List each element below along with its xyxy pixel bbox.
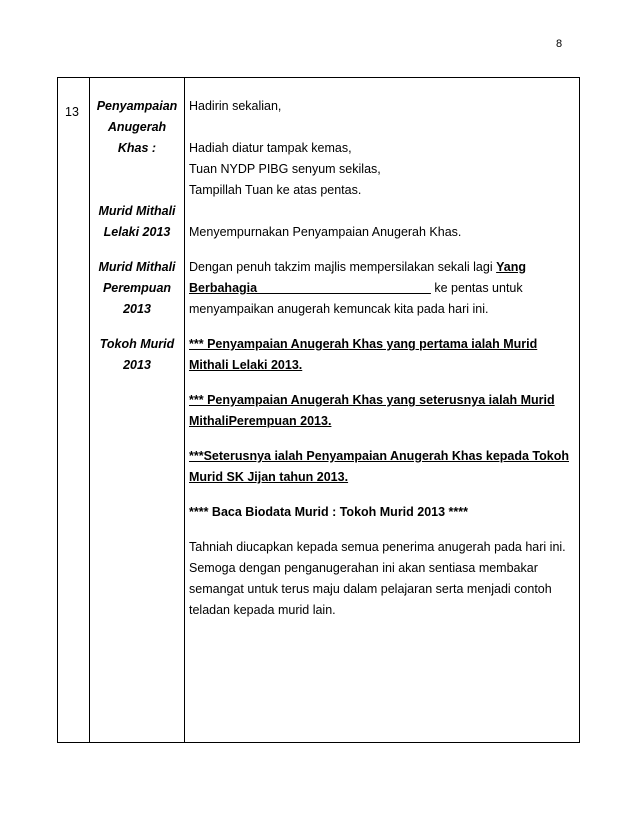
- award-announcement: Mithali Lelaki 2013.: [189, 358, 303, 372]
- closing-line: Semoga dengan penganugerahan ini akan sentiasa membakar: [189, 561, 538, 575]
- column-divider-2: [184, 78, 185, 742]
- closing-line: semangat untuk terus maju dalam pelajaran serta menjadi contoh: [189, 582, 552, 596]
- perfect-line: Menyempurnakan Penyampaian Anugerah Khas.: [189, 225, 462, 239]
- item-label: Tokoh Murid: [99, 337, 175, 351]
- item-label: Murid Mithali: [98, 204, 176, 218]
- verse-line: Tuan NYDP PIBG senyum sekilas,: [189, 162, 381, 176]
- verse-line: Tampillah Tuan ke atas pentas.: [189, 183, 362, 197]
- invite-line: menyampaikan anugerah kemuncak kita pada hari ini.: [189, 302, 489, 316]
- item-label: Lelaki 2013: [103, 225, 171, 239]
- award-announcement: ***Seterusnya ialah Penyampaian Anugerah Khas kepada Tokoh: [189, 449, 569, 463]
- biodata-note: **** Baca Biodata Murid : Tokoh Murid 2013 ****: [189, 505, 468, 519]
- item-label: Khas :: [117, 141, 157, 155]
- invite-line: Dengan penuh takzim majlis mempersilakan sekali lagi Yang: [189, 260, 526, 274]
- item-label: Penyampaian: [96, 99, 178, 113]
- award-announcement: *** Penyampaian Anugerah Khas yang pertama ialah Murid: [189, 337, 538, 351]
- item-labels: [90, 96, 184, 376]
- program-table: [57, 77, 580, 743]
- row-number: 13: [65, 105, 79, 119]
- invite-title: Yang: [496, 260, 526, 274]
- item-label: Perempuan: [102, 281, 172, 295]
- item-label: 2013: [123, 302, 151, 316]
- award-announcement: *** Penyampaian Anugerah Khas yang seterusnya ialah Murid: [189, 393, 555, 407]
- greeting: Hadirin sekalian,: [189, 99, 282, 113]
- closing-line: teladan kepada murid lain.: [189, 603, 336, 617]
- item-label: 2013: [123, 358, 151, 372]
- item-label: Anugerah: [107, 120, 167, 134]
- page-number: 8: [556, 38, 563, 50]
- invite-title: Berbahagia_________________________: [189, 281, 431, 295]
- script-text: [189, 96, 577, 621]
- award-announcement: Murid SK Jijan tahun 2013.: [189, 470, 349, 484]
- verse-line: Hadiah diatur tampak kemas,: [189, 141, 352, 155]
- closing-line: Tahniah diucapkan kepada semua penerima anugerah pada hari ini.: [189, 540, 566, 554]
- award-announcement: MithaliPerempuan 2013.: [189, 414, 332, 428]
- item-label: Murid Mithali: [98, 260, 176, 274]
- invite-line: Berbahagia_________________________ ke pentas untuk: [189, 281, 523, 295]
